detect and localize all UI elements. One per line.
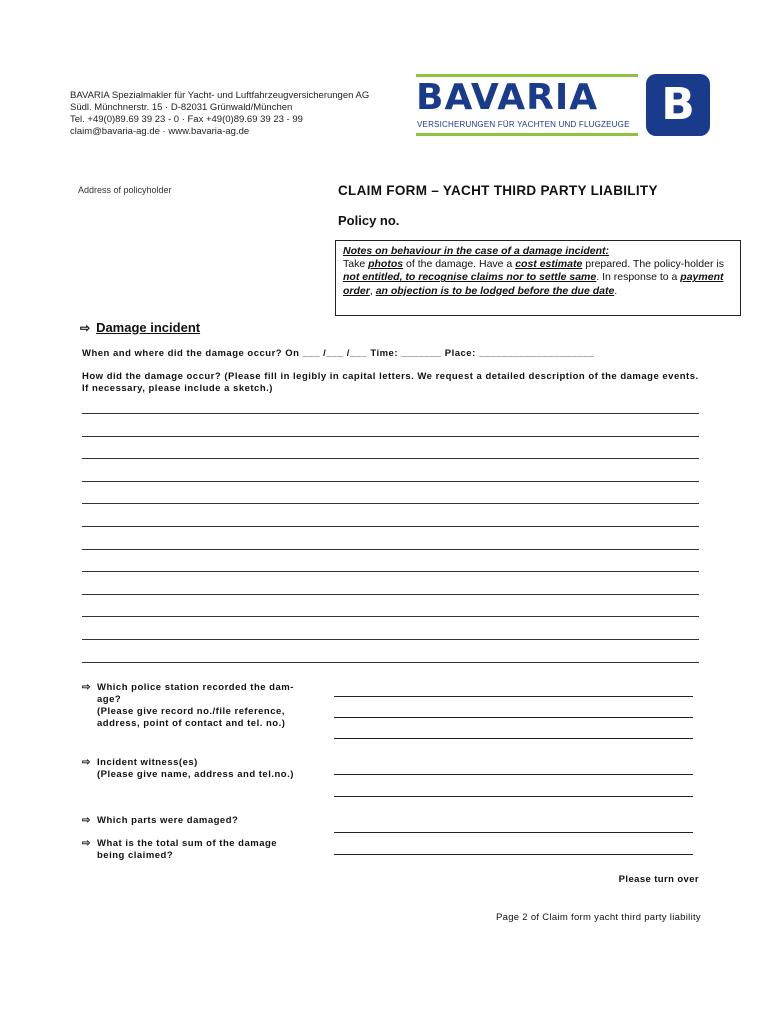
notes-text: . In response to a	[596, 271, 681, 284]
notes-text: Take	[343, 258, 369, 271]
description-line[interactable]	[82, 594, 699, 595]
notes-text: .	[614, 284, 618, 297]
notes-text: ,	[369, 284, 376, 297]
company-phone: Tel. +49(0)89.69 39 23 - 0 · Fax +49(0)89.69 39 23 - 99	[70, 114, 303, 125]
description-line[interactable]	[82, 571, 699, 572]
description-line[interactable]	[82, 639, 699, 640]
description-line[interactable]	[82, 662, 699, 663]
arrow-right-icon: ⇨	[82, 838, 91, 849]
turn-over-note: Please turn over	[618, 874, 699, 885]
notes-emphasis: an objection is to be lodged before the due date	[375, 284, 615, 297]
description-line[interactable]	[82, 503, 699, 504]
question-total-sum	[82, 838, 332, 864]
logo-badge-letter: B	[661, 79, 695, 130]
question-witness-text: Incident witness(es) (Please give name, address and tel.no.)	[97, 757, 294, 780]
question-police-station	[82, 682, 332, 732]
description-line[interactable]	[82, 413, 699, 414]
answer-line-witness-1[interactable]	[334, 774, 693, 775]
description-line[interactable]	[82, 549, 699, 550]
notes-text: prepared. The policy-holder is	[582, 258, 724, 271]
question-how: How did the damage occur? (Please fill in legibly in capital letters. We request a detailed description of the damage events. If necessary, please include a sketch.)	[82, 371, 699, 394]
company-address-block	[70, 90, 369, 138]
company-name: BAVARIA Spezialmakler für Yacht- und Luftfahrzeugversicherungen AG	[70, 90, 370, 101]
logo-tagline: VERSICHERUNGEN FÜR YACHTEN UND FLUGZEUGE	[417, 120, 630, 129]
logo-green-bar-bottom	[416, 133, 638, 136]
notes-heading: Notes on behaviour in the case of a damage incident:	[343, 245, 610, 257]
notes-emphasis: photos	[368, 258, 404, 271]
notes-emphasis: payment order	[343, 271, 724, 297]
arrow-right-icon: ⇨	[82, 815, 91, 826]
description-line[interactable]	[82, 481, 699, 482]
answer-line-police-3[interactable]	[334, 738, 693, 739]
logo-wordmark: BAVARIA	[416, 77, 599, 118]
notes-box	[335, 240, 741, 316]
notes-emphasis: cost estimate	[515, 258, 583, 271]
notes-body	[343, 258, 733, 298]
policy-number-label: Policy no.	[338, 213, 400, 228]
address-label: Address of policyholder	[78, 185, 172, 195]
answer-line-police-1[interactable]	[334, 696, 693, 697]
question-police-station-text: Which police station recorded the dam- age? (Please give record no./file reference, address, point of contact and tel. no.)	[97, 682, 294, 729]
description-line[interactable]	[82, 458, 699, 459]
answer-line-police-2[interactable]	[334, 717, 693, 718]
form-title: CLAIM FORM – YACHT THIRD PARTY LIABILITY	[338, 183, 658, 198]
description-line[interactable]	[82, 436, 699, 437]
question-damaged-parts	[82, 815, 332, 829]
answer-line-damaged-parts[interactable]	[334, 832, 693, 833]
bavaria-logo	[414, 74, 712, 138]
answer-line-total-sum[interactable]	[334, 854, 693, 855]
description-line[interactable]	[82, 616, 699, 617]
arrow-right-icon: ⇨	[82, 757, 91, 768]
question-witness	[82, 757, 332, 783]
section-damage-incident	[80, 320, 200, 335]
arrow-right-icon: ⇨	[80, 321, 91, 335]
section-title: Damage incident	[96, 320, 201, 335]
question-damaged-parts-text: Which parts were damaged?	[97, 815, 239, 826]
notes-text: of the damage. Have a	[403, 258, 516, 271]
answer-line-witness-2[interactable]	[334, 796, 693, 797]
notes-emphasis: not entitled, to recognise claims nor to settle same	[343, 271, 597, 284]
description-line[interactable]	[82, 526, 699, 527]
question-total-sum-text: What is the total sum of the damage being claimed?	[97, 838, 278, 861]
question-when-where[interactable]: When and where did the damage occur? On ___ /___ /___ Time: _______ Place: ____________________	[82, 348, 595, 359]
page-footer: Page 2 of Claim form yacht third party liability	[495, 912, 701, 923]
company-street: Südl. Münchnerstr. 15 · D-82031 Grünwald/München	[70, 102, 293, 113]
company-contact: claim@bavaria-ag.de · www.bavaria-ag.de	[70, 126, 250, 137]
logo-badge-icon	[646, 74, 710, 136]
arrow-right-icon: ⇨	[82, 682, 91, 693]
